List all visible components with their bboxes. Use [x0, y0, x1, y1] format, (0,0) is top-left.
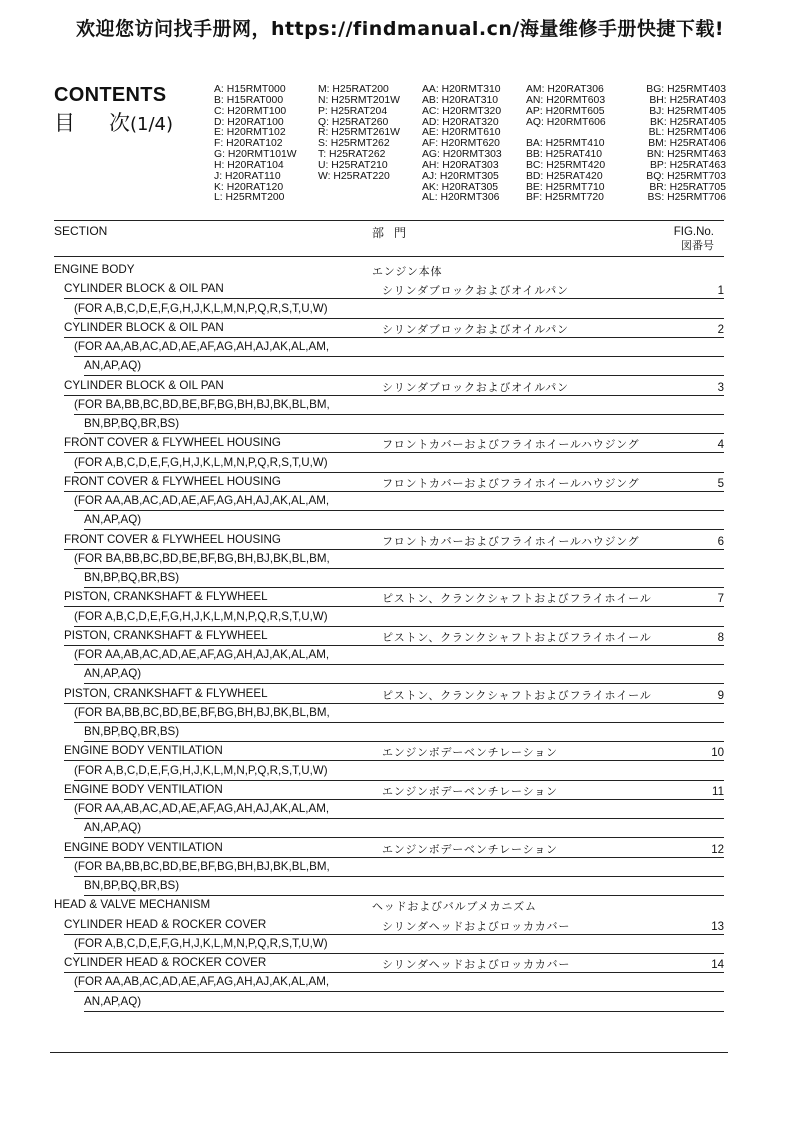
row-japanese-text: ヘッドおよびバルブメカニズム: [372, 900, 537, 914]
row-section-text: (FOR BA,BB,BC,BD,BE,BF,BG,BH,BJ,BK,BL,BM,: [74, 705, 330, 719]
model-code: H: H20RAT104: [214, 159, 284, 171]
model-code: AG: H20RMT303: [422, 149, 502, 161]
model-applicability-row: [84, 510, 724, 530]
row-section-text: (FOR BA,BB,BC,BD,BE,BF,BG,BH,BJ,BK,BL,BM,: [74, 397, 330, 411]
row-section-text: BN,BP,BQ,BR,BS): [84, 725, 180, 738]
row-section-text: (FOR A,B,C,D,E,F,G,H,J,K,L,M,N,P,Q,R,S,T,U,W): [74, 763, 328, 777]
row-section-text: (FOR BA,BB,BC,BD,BE,BF,BG,BH,BJ,BK,BL,BM,: [74, 551, 330, 565]
model-code: W: H25RAT220: [318, 170, 390, 182]
model-code: BK: H25RAT405: [649, 116, 726, 128]
model-code: A: H15RMT000: [214, 84, 286, 95]
model-column: [630, 85, 726, 204]
row-fig-number: 7: [717, 593, 724, 606]
model-code: BD: H25RAT420: [526, 170, 603, 182]
model-code: BJ: H25RMT405: [649, 105, 726, 117]
subtitle-page-indicator: (1/4): [130, 114, 174, 135]
model-applicability-row: [74, 491, 724, 511]
table-row: [64, 279, 724, 299]
model-code: BM: H25RAT406: [648, 138, 726, 150]
model-code: N: H25RMT201W: [318, 94, 400, 106]
row-section-text: AN,AP,AQ): [84, 821, 142, 835]
section-heading-row: [54, 895, 724, 914]
row-japanese-text: フロントカバーおよびフライホイールハウジング: [382, 534, 640, 548]
row-japanese-text: フロントカバーおよびフライホイールハウジング: [382, 438, 640, 452]
model-applicability-row: [74, 703, 724, 723]
model-code: BG: H25RMT403: [646, 84, 726, 95]
row-section-text: BN,BP,BQ,BR,BS): [84, 879, 180, 892]
column-header-bumon: 部門: [372, 226, 417, 240]
model-code: AN: H20RMT603: [526, 94, 606, 106]
row-section-text: CYLINDER HEAD & ROCKER COVER: [64, 956, 267, 969]
model-code: C: H20RMT100: [214, 105, 287, 117]
model-code: BP: H25RAT463: [649, 159, 726, 171]
row-section-text: (FOR AA,AB,AC,AD,AE,AF,AG,AH,AJ,AK,AL,AM,: [74, 494, 330, 507]
model-code: AE: H20RMT610: [422, 127, 501, 139]
row-japanese-text: シリンダブロックおよびオイルパン: [382, 284, 569, 298]
row-section-text: CYLINDER BLOCK & OIL PAN: [64, 378, 224, 392]
row-section-text: PISTON, CRANKSHAFT & FLYWHEEL: [64, 686, 268, 700]
model-applicability-row: [74, 607, 724, 627]
table-row: [64, 626, 724, 646]
row-section-text: (FOR AA,AB,AC,AD,AE,AF,AG,AH,AJ,AK,AL,AM,: [74, 802, 330, 815]
row-fig-number: 9: [717, 689, 724, 702]
model-code: Q: H25RAT260: [318, 116, 389, 128]
row-japanese-text: エンジン本体: [372, 265, 443, 278]
model-column: [214, 85, 297, 204]
model-code: AK: H20RAT305: [422, 181, 499, 193]
model-applicability-row: [74, 799, 724, 819]
model-column: [526, 85, 606, 204]
model-applicability-row: [84, 356, 724, 376]
row-section-text: AN,AP,AQ): [84, 513, 142, 527]
footer-rule: [50, 1052, 728, 1053]
model-applicability-row: [74, 337, 724, 357]
model-applicability-row: [74, 299, 724, 319]
model-code: BE: H25RMT710: [526, 181, 605, 193]
row-section-text: HEAD & VALVE MECHANISM: [54, 898, 211, 912]
row-section-text: CYLINDER HEAD & ROCKER COVER: [64, 917, 267, 931]
row-section-text: PISTON, CRANKSHAFT & FLYWHEEL: [64, 590, 268, 604]
model-code: M: H25RAT200: [318, 84, 389, 95]
model-applicability-row: [84, 818, 724, 838]
subtitle-kanji-mokuji-1: 目: [54, 111, 75, 135]
row-fig-number: 4: [717, 439, 724, 452]
model-code: G: H20RMT101W: [214, 149, 297, 161]
model-code: BS: H25RMT706: [647, 192, 726, 204]
row-section-text: AN,AP,AQ): [84, 359, 142, 373]
model-code: BR: H25RAT705: [649, 181, 726, 193]
row-section-text: (FOR A,B,C,D,E,F,G,H,J,K,L,M,N,P,Q,R,S,T,U,W): [74, 301, 328, 315]
model-code: U: H25RAT210: [318, 159, 388, 171]
model-applicability-row: [74, 395, 724, 415]
row-japanese-text: シリンダヘッドおよびロッカカバー: [382, 958, 571, 971]
table-row: [64, 433, 724, 453]
site-banner: 欢迎您访问找手册网，https://findmanual.cn/海量维修手册快捷下载!: [75, 18, 725, 40]
row-section-text: CYLINDER BLOCK & OIL PAN: [64, 320, 224, 334]
model-applicability-row: [74, 645, 724, 665]
table-row: [64, 472, 724, 492]
row-fig-number: 12: [711, 843, 724, 856]
model-applicability-row: [74, 857, 724, 877]
model-code: S: H25RMT262: [318, 138, 390, 150]
subtitle-kanji-mokuji-2: 次: [109, 111, 130, 135]
model-code: AH: H20RAT303: [422, 159, 499, 171]
table-row: [64, 376, 724, 396]
model-applicability-row: [84, 992, 724, 1012]
model-applicability-row: [84, 568, 724, 588]
row-section-text: (FOR A,B,C,D,E,F,G,H,J,K,L,M,N,P,Q,R,S,T,U,W): [74, 609, 328, 623]
model-applicability-row: [84, 722, 724, 742]
model-code: AB: H20RAT310: [422, 94, 499, 106]
row-section-text: CYLINDER BLOCK & OIL PAN: [64, 282, 224, 296]
row-section-text: ENGINE BODY VENTILATION: [64, 744, 223, 758]
model-code: AD: H20RAT320: [422, 116, 499, 128]
model-code: AC: H20RMT320: [422, 105, 502, 117]
row-japanese-text: エンジンボデーベンチレーション: [382, 842, 558, 856]
model-applicability-row: [74, 549, 724, 569]
row-fig-number: 11: [712, 785, 724, 798]
row-section-text: PISTON, CRANKSHAFT & FLYWHEEL: [64, 628, 268, 642]
row-section-text: (FOR BA,BB,BC,BD,BE,BF,BG,BH,BJ,BK,BL,BM,: [74, 859, 330, 873]
model-code: J: H20RAT110: [214, 170, 281, 182]
row-japanese-text: ピストン、クランクシャフトおよびフライホイール: [382, 688, 652, 702]
model-code: E: H20RMT102: [214, 127, 286, 139]
row-section-text: ENGINE BODY: [54, 263, 135, 276]
model-code: BF: H25RMT720: [526, 192, 604, 204]
column-header-section: SECTION: [54, 224, 108, 238]
model-applicability-row: [84, 664, 724, 684]
row-japanese-text: フロントカバーおよびフライホイールハウジング: [382, 476, 640, 490]
row-section-text: BN,BP,BQ,BR,BS): [84, 571, 180, 584]
table-row: [64, 741, 724, 761]
row-japanese-text: エンジンボデーベンチレーション: [382, 746, 558, 760]
model-code: B: H15RAT000: [214, 94, 284, 106]
row-fig-number: 10: [711, 747, 724, 760]
model-column: [422, 85, 502, 204]
row-fig-number: 6: [717, 535, 724, 548]
model-code: BC: H25RMT420: [526, 159, 606, 171]
model-code: BN: H25RMT463: [646, 149, 726, 161]
row-section-text: AN,AP,AQ): [84, 994, 142, 1008]
model-code: D: H20RAT100: [214, 116, 284, 128]
model-applicability-row: [74, 934, 724, 954]
model-code: AA: H20RMT310: [422, 84, 501, 95]
model-code: BA: H25RMT410: [526, 138, 605, 150]
model-code: AM: H20RAT306: [526, 84, 604, 95]
row-fig-number: 14: [711, 959, 724, 971]
row-japanese-text: エンジンボデーベンチレーション: [382, 784, 558, 798]
row-section-text: AN,AP,AQ): [84, 667, 142, 681]
row-japanese-text: ピストン、クランクシャフトおよびフライホイール: [382, 592, 652, 606]
row-section-text: (FOR AA,AB,AC,AD,AE,AF,AG,AH,AJ,AK,AL,AM,: [74, 648, 330, 661]
table-row: [64, 684, 724, 704]
model-applicability-row: [74, 453, 724, 473]
row-fig-number: 2: [717, 323, 724, 336]
model-code: K: H20RAT120: [214, 181, 284, 193]
row-section-text: FRONT COVER & FLYWHEEL HOUSING: [64, 474, 281, 488]
row-section-text: FRONT COVER & FLYWHEEL HOUSING: [64, 436, 281, 450]
model-applicability-row: [84, 876, 724, 896]
model-code: AL: H20RMT306: [422, 192, 500, 204]
row-fig-number: 13: [711, 920, 724, 933]
model-applicability-row: [74, 761, 724, 781]
table-row: [64, 915, 724, 935]
fig-no-label-ja: 図番号: [681, 239, 714, 252]
model-column: [318, 85, 400, 183]
row-fig-number: 8: [717, 631, 724, 644]
row-japanese-text: ピストン、クランクシャフトおよびフライホイール: [382, 630, 652, 644]
row-section-text: BN,BP,BQ,BR,BS): [84, 417, 180, 430]
table-row: [64, 780, 724, 800]
row-section-text: FRONT COVER & FLYWHEEL HOUSING: [64, 532, 281, 546]
section-heading-row: [54, 260, 724, 279]
model-code: L: H25RMT200: [214, 192, 285, 204]
model-code: BL: H25RMT406: [648, 127, 726, 139]
row-section-text: ENGINE BODY VENTILATION: [64, 782, 223, 796]
column-header-fig-no: [660, 226, 714, 252]
model-code: AF: H20RMT620: [422, 138, 500, 150]
row-section-text: (FOR AA,AB,AC,AD,AE,AF,AG,AH,AJ,AK,AL,AM,: [74, 340, 330, 353]
header-rule-bottom: [54, 256, 724, 257]
row-fig-number: 1: [717, 285, 724, 298]
model-applicability-row: [84, 414, 724, 434]
model-code: BQ: H25RMT703: [646, 170, 726, 182]
row-section-text: (FOR A,B,C,D,E,F,G,H,J,K,L,M,N,P,Q,R,S,T,U,W): [74, 455, 328, 469]
row-japanese-text: シリンダブロックおよびオイルパン: [382, 322, 569, 336]
model-code: AQ: H20RMT606: [526, 116, 606, 128]
model-code: BH: H25RAT403: [649, 94, 726, 106]
contents-subtitle: [54, 107, 173, 137]
row-fig-number: 5: [717, 477, 724, 490]
table-row: [64, 953, 724, 973]
model-code: R: H25RMT261W: [318, 127, 400, 139]
table-row: [64, 838, 724, 858]
model-code: T: H25RAT262: [318, 149, 386, 161]
row-japanese-text: シリンダヘッドおよびロッカカバー: [382, 919, 571, 933]
contents-title: CONTENTS: [54, 84, 167, 106]
table-row: [64, 530, 724, 550]
model-code: AP: H20RMT605: [526, 105, 605, 117]
table-row: [64, 318, 724, 338]
model-applicability-row: [74, 972, 724, 992]
row-section-text: (FOR A,B,C,D,E,F,G,H,J,K,L,M,N,P,Q,R,S,T,U,W): [74, 936, 328, 950]
row-section-text: (FOR AA,AB,AC,AD,AE,AF,AG,AH,AJ,AK,AL,AM,: [74, 975, 330, 989]
row-japanese-text: シリンダブロックおよびオイルパン: [382, 380, 569, 394]
model-code: P: H25RAT204: [318, 105, 388, 117]
header-rule-top: [54, 220, 724, 221]
model-code: AJ: H20RMT305: [422, 170, 499, 182]
row-fig-number: 3: [717, 381, 724, 394]
model-code: BB: H25RAT410: [526, 149, 603, 161]
table-row: [64, 587, 724, 607]
fig-no-label: FIG.No.: [673, 226, 714, 238]
model-code: F: H20RAT102: [214, 138, 283, 150]
row-section-text: ENGINE BODY VENTILATION: [64, 840, 223, 854]
